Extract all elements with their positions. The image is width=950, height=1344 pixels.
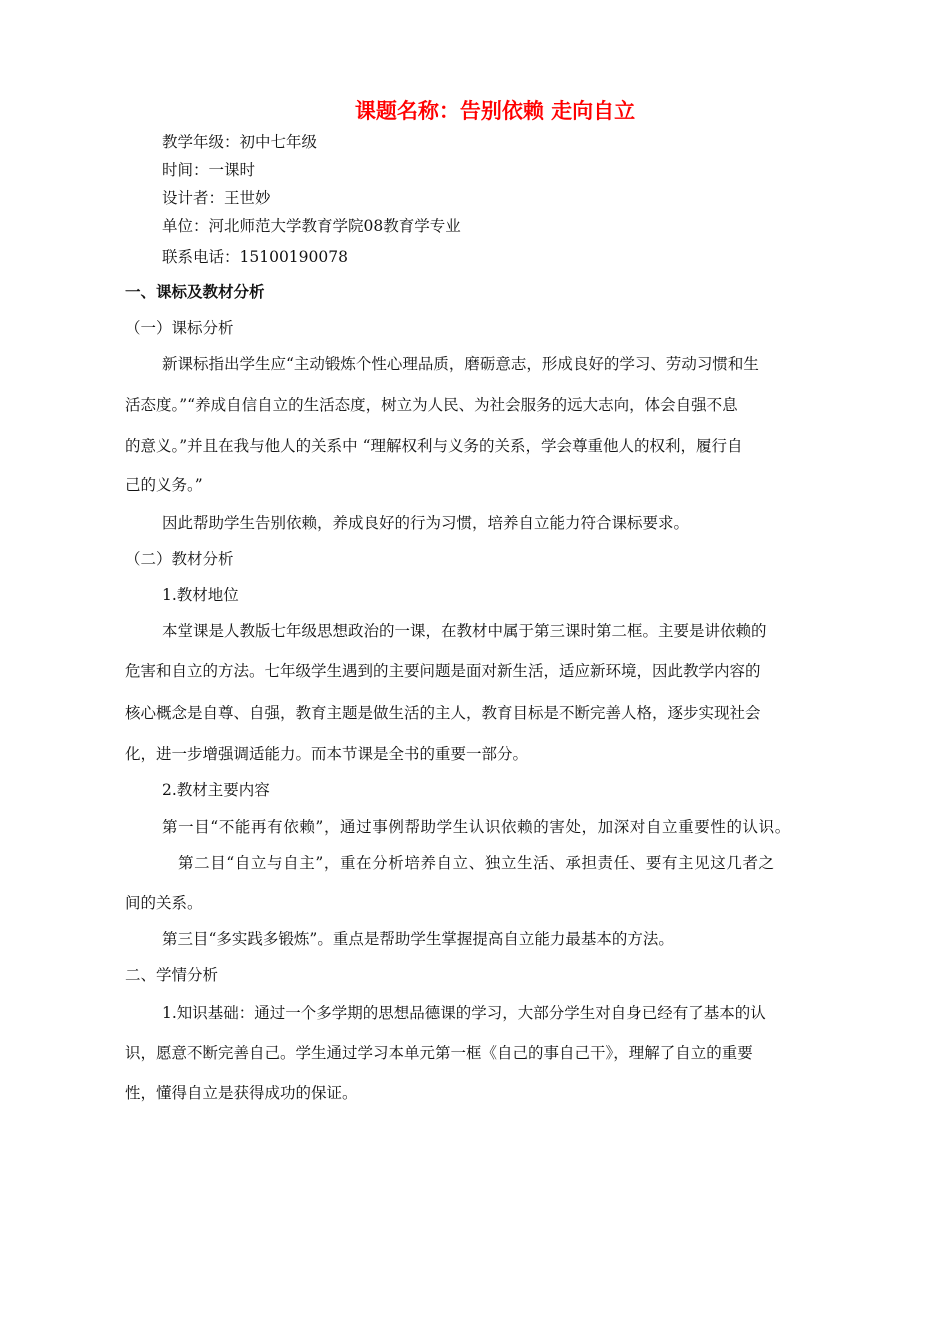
paragraph-line: 核心概念是自尊、自强，教育主题是做生活的主人，教育目标是不断完善人格，逐步实现社会 (125, 704, 761, 722)
paragraph-line: 己的义务。” (125, 476, 203, 494)
info-designer: 设计者：王世妙 (162, 189, 271, 207)
item-heading: 1.教材地位 (162, 586, 239, 604)
section-heading: 二、学情分析 (125, 966, 219, 984)
paragraph-line: 化，进一步增强调适能力。而本节课是全书的重要一部分。 (125, 745, 529, 763)
info-time: 时间：一课时 (162, 161, 256, 179)
paragraph-line: 本堂课是人教版七年级思想政治的一课，在教材中属于第三课时第二框。主要是讲依赖的 (162, 622, 767, 640)
paragraph-line: 性，懂得自立是获得成功的保证。 (125, 1084, 358, 1102)
item-heading: 2.教材主要内容 (162, 781, 270, 799)
paragraph-line: 的意义。”并且在我与他人的关系中 “理解权利与义务的关系，学会尊重他人的权利，履行自 (125, 437, 743, 455)
paragraph-line: 识，愿意不断完善自己。学生通过学习本单元第一框《自己的事自己干》，理解了自立的重要 (125, 1044, 753, 1062)
section-heading: 一、课标及教材分析 (125, 283, 265, 301)
paragraph-line: 间的关系。 (125, 894, 203, 912)
paragraph-line: 新课标指出学生应“主动锻炼个性心理品质，磨砺意志，形成良好的学习、劳动习惯和生 (162, 355, 759, 373)
info-grade: 教学年级：初中七年级 (162, 133, 318, 151)
paragraph-line: 1.知识基础：通过一个多学期的思想品德课的学习，大部分学生对自身已经有了基本的认 (162, 1004, 766, 1022)
paragraph-line: 危害和自立的方法。七年级学生遇到的主要问题是面对新生活，适应新环境，因此教学内容的 (125, 662, 761, 680)
paragraph-line: 第三目“多实践多锻炼”。重点是帮助学生掌握提高自立能力最基本的方法。 (162, 930, 674, 948)
subsection-heading: （一）课标分析 (125, 319, 234, 337)
paragraph-line: 因此帮助学生告别依赖，养成良好的行为习惯，培养自立能力符合课标要求。 (162, 514, 690, 532)
info-unit: 单位：河北师范大学教育学院08教育学专业 (162, 217, 461, 235)
lesson-title: 课题名称：告别依赖 走向自立 (354, 99, 636, 123)
paragraph-line: 第一目“不能再有依赖”，通过事例帮助学生认识依赖的害处，加深对自立重要性的认识。 (162, 818, 791, 836)
subsection-heading: （二）教材分析 (125, 550, 234, 568)
info-phone: 联系电话：15100190078 (162, 248, 348, 266)
paragraph-line: 活态度。”“养成自信自立的生活态度，树立为人民、为社会服务的远大志向，体会自强不息 (125, 396, 738, 414)
paragraph-line: 第二目“自立与自主”，重在分析培养自立、独立生活、承担责任、要有主见这几者之 (178, 854, 775, 872)
